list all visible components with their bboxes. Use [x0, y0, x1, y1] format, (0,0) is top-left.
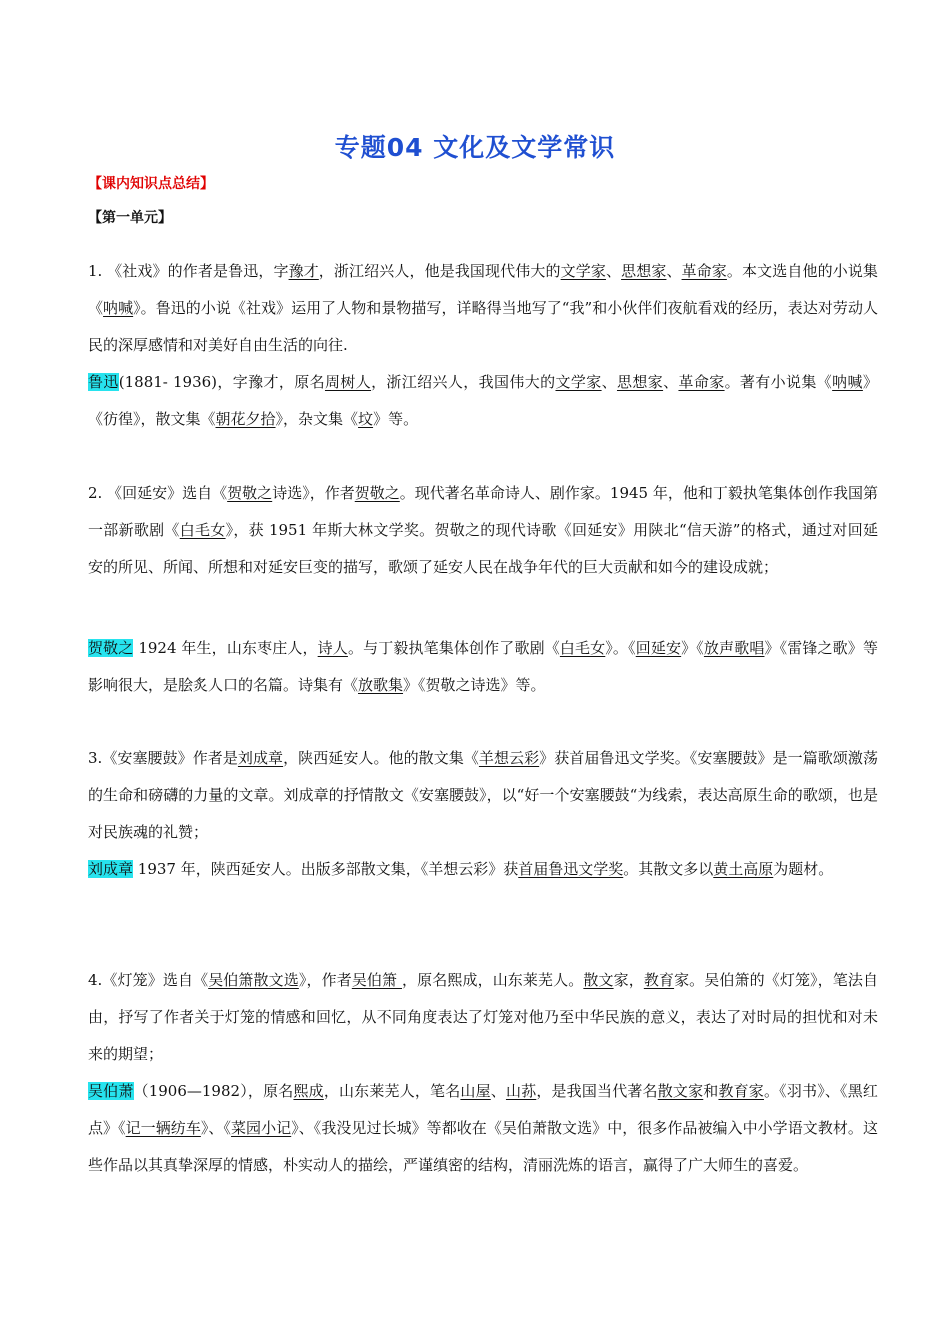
text-run: 》、《我没见过长城》等都收在《吴伯萧散文选》中，很多作品被编入中小学语文教材。这些作品以其真挚深厚的情感，朴实动人的描绘，严谨缜密的结构，清丽洗炼的语言，赢得了广大师生的喜爱。: [88, 1119, 878, 1174]
text-run: ，浙江绍兴人，我国伟大的: [371, 373, 556, 391]
entry-1-paragraph: [88, 253, 878, 364]
text-run: 诗选》，作者: [272, 484, 355, 502]
text-run: 》。《: [605, 639, 636, 657]
text-run: 。其散文多以: [623, 860, 714, 878]
text-run: 》，获 1951 年斯大林文学奖。贺敬之的现代诗歌《回延安》用陕北“信天游”的格式，通过对回延安的所见、所闻、所想和对延安巨变的描写，歌颂了延安人民在战争年代的巨大贡献和如今的建设成就；: [88, 521, 878, 576]
underlined-term: 思想家: [621, 262, 667, 280]
unit-heading: 【第一单元】: [88, 210, 172, 226]
entry-2-author-bio: [88, 630, 878, 704]
text-run: 和: [703, 1082, 719, 1100]
text-run: 》《贺敬之诗选》等。: [403, 676, 546, 694]
underlined-term: 贺敬之: [354, 484, 400, 502]
underlined-term: 贺敬之: [227, 484, 273, 502]
text-run: 3.《安塞腰鼓》作者是: [88, 749, 238, 767]
underlined-term: 放声歌唱: [703, 639, 765, 657]
text-run: 1924 年生，山东枣庄人，: [133, 639, 318, 657]
underlined-term: 散文: [583, 971, 614, 989]
underlined-term: 白毛女: [559, 639, 606, 657]
text-run: ，陕西延安人。他的散文集《: [283, 749, 479, 767]
underlined-term: 散文家: [657, 1082, 704, 1100]
text-run: 1. 《社戏》的作者是鲁迅，字: [88, 262, 289, 280]
page-title: 专题04 文化及文学常识: [334, 133, 616, 162]
underlined-term: 刘成章: [237, 749, 284, 767]
entry-4-paragraph: [88, 962, 878, 1073]
text-run: 。与丁毅执笔集体创作了歌剧《: [347, 639, 560, 657]
underlined-term: 文学家: [555, 373, 602, 391]
underlined-term: 首届鲁迅文学奖: [518, 860, 624, 878]
underlined-term: 文学家: [560, 262, 606, 280]
underlined-term: 白毛女: [179, 521, 226, 539]
text-run: (1881- 1936)，字豫才，原名: [118, 373, 325, 391]
underlined-term: 豫才: [288, 262, 319, 280]
text-run: （1906—1982），原名: [133, 1082, 294, 1100]
underlined-term: 放歌集: [358, 676, 404, 694]
highlighted-author-name: 吴伯萧: [88, 1082, 134, 1100]
text-run: 、: [490, 1082, 506, 1100]
underlined-term: 教育家: [718, 1082, 764, 1100]
text-run: 。著有小说集《: [724, 373, 833, 391]
text-run: 2. 《回延安》选自《: [88, 484, 228, 502]
underlined-term: 呐喊: [832, 373, 863, 391]
text-run: 》《彷徨》，散文集《: [88, 373, 878, 428]
underlined-term: 吴伯箫散文选: [208, 971, 299, 989]
text-run: 、: [605, 262, 622, 280]
entry-3-author-bio: [88, 851, 878, 888]
underlined-term: 回延安: [635, 639, 682, 657]
entry-1-author-bio: [88, 364, 878, 438]
text-run: 1937 年，陕西延安人。出版多部散文集，《羊想云彩》获: [133, 860, 519, 878]
entry-4-author-bio: [88, 1073, 878, 1184]
text-run: 。《羽书》、《黑红点》《: [88, 1082, 878, 1137]
text-run: 》、《: [200, 1119, 232, 1137]
underlined-term: 呐喊: [103, 299, 134, 317]
text-run: 4.《灯笼》选自《: [88, 971, 209, 989]
text-run: 。现代著名革命诗人、剧作家。1945 年，他和丁毅执笔集体创作我国第一部新歌剧《: [88, 484, 878, 539]
text-run: 》《: [681, 639, 704, 657]
text-run: 》等。: [373, 410, 419, 428]
underlined-term: 革命家: [678, 373, 725, 391]
underlined-term: 记一辆纺车: [125, 1119, 201, 1137]
underlined-term: 朝花夕拾: [215, 410, 276, 428]
highlighted-author-name: 鲁迅: [88, 373, 119, 391]
underlined-term: 山屋: [460, 1082, 491, 1100]
underlined-term: 坟: [358, 410, 374, 428]
text-run: ，浙江绍兴人，他是我国现代伟大的: [318, 262, 561, 280]
underlined-term: 羊想云彩: [478, 749, 540, 767]
text-run: 家。吴伯箫的《灯笼》，笔法自由，抒写了作者关于灯笼的情感和回忆，从不同角度表达了灯笼对他乃至中华民族的意义，表达了对时局的担忧和对未来的期望；: [88, 971, 878, 1063]
underlined-term: 黄土高原: [713, 860, 774, 878]
text-run: 、: [663, 373, 679, 391]
text-run: 》获首届鲁迅文学奖。《安塞腰鼓》是一篇歌颂激荡的生命和磅礴的力量的文章。刘成章的抒情散文《安塞腰鼓》，以“好一个安塞腰鼓“为线索，表达高原生命的歌颂，也是对民族魂的礼赞；: [88, 749, 878, 841]
underlined-term: 革命家: [681, 262, 727, 280]
underlined-term: 菜园小记: [231, 1119, 292, 1137]
entry-3-paragraph: [88, 740, 878, 851]
underlined-term: 思想家: [616, 373, 664, 391]
text-run: 家，: [613, 971, 644, 989]
entry-2-paragraph: [88, 475, 878, 586]
underlined-term: 诗人: [317, 639, 348, 657]
text-run: ，是我国当代著名: [536, 1082, 658, 1100]
underlined-term: 周树人: [324, 373, 372, 391]
underlined-term: 熙成: [293, 1082, 324, 1100]
underlined-term: 吴伯箫: [351, 971, 403, 989]
text-run: 》，作者: [298, 971, 352, 989]
text-run: 、: [601, 373, 617, 391]
text-run: 》。鲁迅的小说《社戏》运用了人物和景物描写，详略得当地写了“我”和小伙伴们夜航看戏的经历，表达对劳动人民的深厚感情和对美好自由生活的向往.: [88, 299, 878, 354]
text-run: 。本文选自他的小说集《: [88, 262, 878, 317]
text-run: 》《雷锋之歌》等影响很大，是脍炙人口的名篇。诗集有《: [88, 639, 878, 694]
text-run: 为题材。: [773, 860, 834, 878]
highlighted-author-name: 刘成章: [88, 860, 134, 878]
section-heading: 【课内知识点总结】: [88, 176, 214, 192]
text-run: 》，杂文集《: [275, 410, 359, 428]
underlined-term: 山荪: [505, 1082, 537, 1100]
text-run: ，原名熙成，山东莱芜人。: [402, 971, 584, 989]
text-run: 、: [666, 262, 682, 280]
underlined-term: 教育: [643, 971, 675, 989]
text-run: ，山东莱芜人，笔名: [323, 1082, 461, 1100]
highlighted-author-name: 贺敬之: [88, 639, 134, 657]
